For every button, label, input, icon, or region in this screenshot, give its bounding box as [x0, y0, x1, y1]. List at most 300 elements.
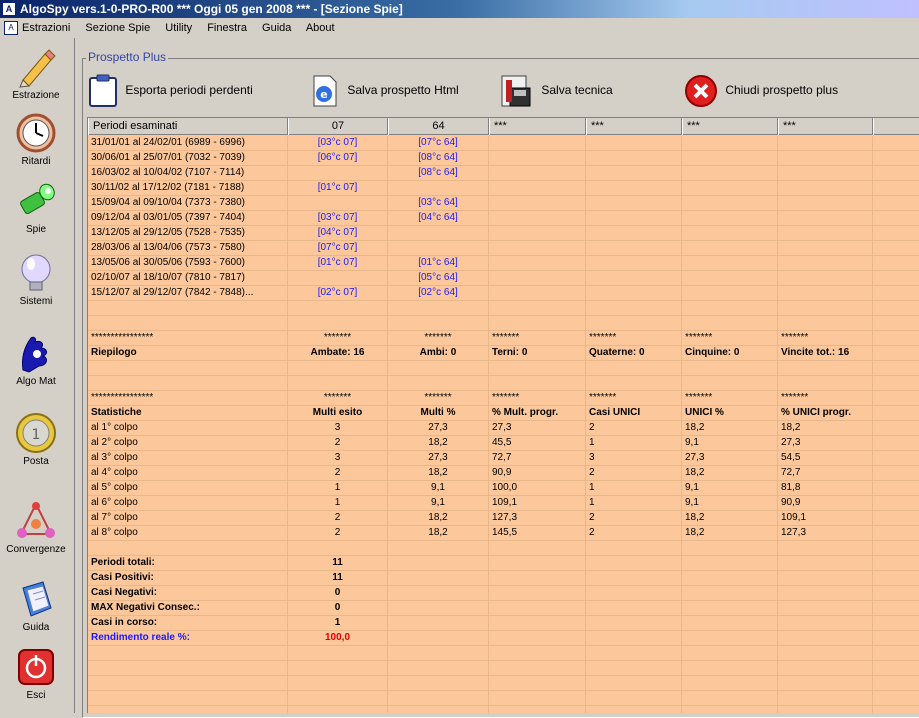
grid-cell: [489, 646, 586, 661]
grid-cell: [388, 316, 489, 331]
grid-cell: [778, 136, 873, 151]
grid-cell: [873, 691, 919, 706]
grid-cell: [388, 661, 489, 676]
grid-cell: *******: [682, 331, 778, 346]
grid-cell: [586, 166, 682, 181]
close-prospetto-button[interactable]: [684, 72, 838, 108]
grid-cell: 127,3: [778, 526, 873, 541]
table-row[interactable]: [88, 541, 919, 556]
table-row[interactable]: [88, 181, 919, 196]
grid-cell: Rendimento reale %:: [88, 631, 288, 646]
grid-cell: [489, 661, 586, 676]
grid-cell: [489, 271, 586, 286]
floppy-save-icon: [500, 74, 534, 108]
menu-guida[interactable]: Guida: [262, 22, 292, 34]
grid-cell: [778, 586, 873, 601]
grid-cell: [873, 376, 919, 391]
grid-cell: [586, 691, 682, 706]
table-row[interactable]: [88, 616, 919, 631]
table-row[interactable]: [88, 436, 919, 451]
grid-cell: [288, 646, 388, 661]
grid-cell: [682, 256, 778, 271]
grid-cell: [682, 691, 778, 706]
grid-cell: [873, 361, 919, 376]
grid-cell: 18,2: [778, 421, 873, 436]
table-row[interactable]: [88, 391, 919, 406]
grid-cell: 9,1: [682, 481, 778, 496]
grid-cell: [88, 316, 288, 331]
save-technique-button[interactable]: [500, 72, 613, 108]
grid-cell: [682, 211, 778, 226]
grid-cell: [88, 706, 288, 713]
grid-cell: [388, 376, 489, 391]
grid-cell: Statistiche: [88, 406, 288, 421]
grid-cell: [873, 301, 919, 316]
grid-cell: 9,1: [388, 496, 489, 511]
grid-cell: [88, 541, 288, 556]
grid-cell: al 7° colpo: [88, 511, 288, 526]
grid-cell: [873, 256, 919, 271]
table-row[interactable]: [88, 451, 919, 466]
grid-cell: al 4° colpo: [88, 466, 288, 481]
grid-cell: 27,3: [682, 451, 778, 466]
grid-cell: [873, 511, 919, 526]
sidebar-item-esci[interactable]: [0, 646, 72, 701]
grid-cell: Ambi: 0: [388, 346, 489, 361]
grid-cell: [88, 361, 288, 376]
table-row[interactable]: [88, 556, 919, 571]
grid-cell: [682, 241, 778, 256]
grid-cell: [873, 631, 919, 646]
grid-cell: [586, 151, 682, 166]
grid-cell: 1: [288, 481, 388, 496]
grid-cell: [88, 376, 288, 391]
grid-cell: [873, 151, 919, 166]
grid-cell: [873, 181, 919, 196]
table-row[interactable]: [88, 601, 919, 616]
sidebar-item-convergenze[interactable]: [0, 500, 72, 555]
grid-cell: *******: [489, 391, 586, 406]
mdi-child-icon[interactable]: A: [4, 21, 18, 35]
grid-cell: [873, 496, 919, 511]
col-header-5[interactable]: ***: [682, 118, 778, 135]
grid-cell: [873, 406, 919, 421]
grid-cell: 27,3: [778, 436, 873, 451]
grid-cell: [682, 601, 778, 616]
grid-cell: [778, 601, 873, 616]
grid-cell: [489, 676, 586, 691]
grid-cell: *******: [388, 391, 489, 406]
window-title: AlgoSpy vers.1-0-PRO-R00 *** Oggi 05 gen 2008 *** - [Sezione Spie]: [20, 2, 403, 16]
table-row[interactable]: [88, 571, 919, 586]
grid-cell: [388, 631, 489, 646]
grid-cell: 1: [288, 616, 388, 631]
grid-cell: [489, 601, 586, 616]
grid-cell: [489, 361, 586, 376]
grid-cell: [288, 691, 388, 706]
grid-cell: [873, 136, 919, 151]
grid-cell: [02°c 64]: [388, 286, 489, 301]
col-header-07[interactable]: 07: [288, 118, 388, 135]
grid-cell: [873, 586, 919, 601]
grid-cell: *******: [288, 391, 388, 406]
grid-cell: [489, 316, 586, 331]
table-row[interactable]: [88, 271, 919, 286]
grid-cell: [778, 151, 873, 166]
grid-cell: [388, 301, 489, 316]
col-header-6[interactable]: ***: [778, 118, 873, 135]
grid-cell: [778, 181, 873, 196]
sidebar-item-guida[interactable]: [0, 578, 72, 633]
grid-cell: 15/12/07 al 29/12/07 (7842 - 7848)...: [88, 286, 288, 301]
grid-cell: Multi esito: [288, 406, 388, 421]
grid-cell: [388, 361, 489, 376]
grid-cell: [586, 181, 682, 196]
grid-cell: [873, 211, 919, 226]
grid-cell: [586, 286, 682, 301]
grid-cell: 1: [288, 496, 388, 511]
grid-cell: [288, 271, 388, 286]
grid-cell: [873, 346, 919, 361]
grid-cell: [586, 571, 682, 586]
menu-bar: [0, 18, 919, 38]
grid-cell: [388, 616, 489, 631]
grid-cell: [04°c 64]: [388, 211, 489, 226]
table-row[interactable]: [88, 316, 919, 331]
grid-cell: [873, 241, 919, 256]
sidebar-label-spie: Spie: [25, 224, 46, 235]
grid-cell: [873, 676, 919, 691]
grid-cell: [586, 301, 682, 316]
table-row[interactable]: [88, 331, 919, 346]
clipboard-icon: [88, 74, 118, 108]
grid-cell: 2: [586, 421, 682, 436]
grid-cell: [04°c 07]: [288, 226, 388, 241]
grid-cell: [586, 661, 682, 676]
sidebar-label-ritardi: Ritardi: [21, 156, 51, 167]
sidebar: [0, 38, 75, 713]
grid-cell: [778, 616, 873, 631]
grid-cell: [873, 646, 919, 661]
grid-cell: [489, 256, 586, 271]
grid-cell: [388, 556, 489, 571]
grid-cell: [88, 661, 288, 676]
grid-cell: [05°c 64]: [388, 271, 489, 286]
grid-cell: [873, 601, 919, 616]
grid-cell: 9,1: [682, 496, 778, 511]
table-row[interactable]: [88, 421, 919, 436]
grid-cell: [388, 181, 489, 196]
grid-cell: [586, 556, 682, 571]
table-row[interactable]: [88, 706, 919, 713]
table-row[interactable]: [88, 631, 919, 646]
grid-cell: [682, 376, 778, 391]
grid-cell: [586, 601, 682, 616]
grid-cell: [489, 301, 586, 316]
grid-cell: 127,3: [489, 511, 586, 526]
sidebar-item-sistemi[interactable]: [0, 252, 72, 307]
grid-cell: 2: [586, 466, 682, 481]
grid-cell: [489, 556, 586, 571]
grid-cell: *******: [682, 391, 778, 406]
grid-cell: [489, 541, 586, 556]
sidebar-label-guida: Guida: [22, 622, 50, 633]
grid-cell: [586, 361, 682, 376]
grid-cell: [778, 661, 873, 676]
grid-cell: [682, 301, 778, 316]
grid-cell: [873, 391, 919, 406]
app-icon: A: [2, 2, 16, 16]
grid-cell: [873, 316, 919, 331]
grid-cell: [778, 571, 873, 586]
grid-cell: [682, 226, 778, 241]
col-header-periods[interactable]: Periodi esaminati: [88, 118, 288, 135]
table-row[interactable]: [88, 376, 919, 391]
sidebar-item-estrazione[interactable]: [0, 46, 72, 101]
grid-cell: MAX Negativi Consec.:: [88, 601, 288, 616]
grid-cell: [03°c 07]: [288, 211, 388, 226]
grid-cell: 18,2: [388, 466, 489, 481]
grid-cell: [288, 166, 388, 181]
grid-cell: 30/06/01 al 25/07/01 (7032 - 7039): [88, 151, 288, 166]
grid-cell: [778, 211, 873, 226]
grid-cell: [873, 286, 919, 301]
export-losing-periods-button[interactable]: [88, 72, 253, 108]
grid-cell: 109,1: [489, 496, 586, 511]
grid-cell: al 8° colpo: [88, 526, 288, 541]
grid-cell: [873, 616, 919, 631]
grid-cell: [778, 301, 873, 316]
grid-cell: [288, 541, 388, 556]
col-header-64[interactable]: 64: [388, 118, 489, 135]
table-row[interactable]: [88, 406, 919, 421]
sidebar-label-estrazione: Estrazione: [12, 90, 60, 101]
grid-cell: 18,2: [388, 526, 489, 541]
table-row[interactable]: [88, 136, 919, 151]
grid-cell: [778, 241, 873, 256]
grid-cell: [682, 196, 778, 211]
grid-cell: al 5° colpo: [88, 481, 288, 496]
table-row[interactable]: [88, 151, 919, 166]
menu-about[interactable]: About: [305, 22, 335, 34]
power-icon: [15, 646, 57, 688]
table-row[interactable]: [88, 661, 919, 676]
grid-cell: [01°c 07]: [288, 181, 388, 196]
grid-cell: [489, 691, 586, 706]
grid-cell: 27,3: [489, 421, 586, 436]
grid-cell: Vincite tot.: 16: [778, 346, 873, 361]
close-icon: [684, 74, 718, 108]
col-header-4[interactable]: ***: [586, 118, 682, 135]
grid-cell: [682, 616, 778, 631]
grid-cell: [873, 571, 919, 586]
grid-cell: 1: [586, 481, 682, 496]
col-header-3[interactable]: ***: [489, 118, 586, 135]
grid-cell: [388, 586, 489, 601]
grid-cell: *******: [388, 331, 489, 346]
sidebar-item-spie[interactable]: [0, 180, 72, 235]
sidebar-label-posta: Posta: [23, 456, 49, 467]
table-row[interactable]: [88, 691, 919, 706]
table-row[interactable]: [88, 241, 919, 256]
grid-cell: [388, 601, 489, 616]
grid-cell: % UNICI progr.: [778, 406, 873, 421]
grid-cell: [586, 211, 682, 226]
grid-cell: [388, 571, 489, 586]
grid-cell: ****************: [88, 391, 288, 406]
table-row[interactable]: [88, 526, 919, 541]
grid-cell: [778, 316, 873, 331]
grid-cell: Cinquine: 0: [682, 346, 778, 361]
grid-cell: [873, 421, 919, 436]
grid-cell: 09/12/04 al 03/01/05 (7397 - 7404): [88, 211, 288, 226]
grid-cell: [682, 361, 778, 376]
grid-cell: [586, 226, 682, 241]
grid-cell: [586, 136, 682, 151]
grid-cell: [778, 376, 873, 391]
grid-cell: 27,3: [388, 451, 489, 466]
grid-cell: 18,2: [388, 511, 489, 526]
grid-cell: [586, 271, 682, 286]
grid-cell: *******: [489, 331, 586, 346]
grid-cell: 145,5: [489, 526, 586, 541]
grid-cell: 27,3: [388, 421, 489, 436]
sidebar-item-ritardi[interactable]: [0, 112, 72, 167]
table-row[interactable]: [88, 211, 919, 226]
grid-cell: [682, 586, 778, 601]
sidebar-item-posta[interactable]: [0, 412, 72, 467]
grid-cell: Riepilogo: [88, 346, 288, 361]
table-row[interactable]: [88, 466, 919, 481]
grid-cell: [489, 136, 586, 151]
grid-cell: [873, 541, 919, 556]
grid-cell: [778, 226, 873, 241]
table-row[interactable]: [88, 676, 919, 691]
table-row[interactable]: [88, 586, 919, 601]
grid-cell: [88, 676, 288, 691]
menu-utility[interactable]: Utility: [165, 22, 193, 34]
grid-cell: [873, 196, 919, 211]
table-row[interactable]: [88, 346, 919, 361]
grid-cell: [01°c 07]: [288, 256, 388, 271]
table-row[interactable]: [88, 286, 919, 301]
table-row[interactable]: [88, 166, 919, 181]
convergence-icon: [15, 500, 57, 542]
grid-cell: [682, 631, 778, 646]
ie-document-icon: [310, 74, 340, 108]
grid-cell: [586, 376, 682, 391]
lottery-hand-icon: [15, 332, 57, 374]
grid-cell: [873, 331, 919, 346]
menu-finestra[interactable]: Finestra: [207, 22, 247, 34]
grid-cell: [682, 316, 778, 331]
menu-sezione-spie[interactable]: Sezione Spie: [85, 22, 151, 34]
grid-cell: [489, 631, 586, 646]
grid-cell: 02/10/07 al 18/10/07 (7810 - 7817): [88, 271, 288, 286]
grid-cell: [586, 646, 682, 661]
grid-cell: [682, 541, 778, 556]
grid-cell: [489, 376, 586, 391]
grid-cell: [388, 706, 489, 713]
grid-cell: 11: [288, 571, 388, 586]
table-row[interactable]: [88, 226, 919, 241]
grid-cell: [778, 286, 873, 301]
grid-cell: 11: [288, 556, 388, 571]
results-grid[interactable]: [87, 117, 919, 713]
grid-cell: [489, 616, 586, 631]
save-technique-label: Salva tecnica: [541, 83, 613, 97]
grid-cell: [03°c 07]: [288, 136, 388, 151]
grid-cell: [778, 196, 873, 211]
table-row[interactable]: [88, 256, 919, 271]
table-row[interactable]: [88, 301, 919, 316]
grid-cell: 1: [586, 436, 682, 451]
grid-cell: [873, 706, 919, 713]
grid-cell: al 3° colpo: [88, 451, 288, 466]
grid-cell: [682, 556, 778, 571]
grid-cell: *******: [288, 331, 388, 346]
save-html-button[interactable]: [310, 72, 459, 108]
sidebar-label-sistemi: Sistemi: [19, 296, 53, 307]
grid-cell: 18,2: [682, 421, 778, 436]
table-row[interactable]: [88, 646, 919, 661]
grid-cell: 2: [288, 526, 388, 541]
grid-cell: 18,2: [682, 511, 778, 526]
grid-cell: 100,0: [288, 631, 388, 646]
grid-cell: 0: [288, 601, 388, 616]
grid-cell: [682, 181, 778, 196]
table-row[interactable]: [88, 511, 919, 526]
grid-cell: [873, 436, 919, 451]
grid-cell: [778, 361, 873, 376]
grid-cell: [489, 226, 586, 241]
grid-cell: 90,9: [778, 496, 873, 511]
svg-text:1: 1: [31, 427, 41, 443]
grid-cell: al 6° colpo: [88, 496, 288, 511]
sidebar-item-algo-mat[interactable]: [0, 332, 72, 387]
table-row[interactable]: [88, 496, 919, 511]
table-row[interactable]: [88, 361, 919, 376]
table-row[interactable]: [88, 196, 919, 211]
grid-cell: [586, 676, 682, 691]
grid-cell: [288, 316, 388, 331]
flashlight-icon: [15, 180, 57, 222]
grid-cell: [682, 166, 778, 181]
table-row[interactable]: [88, 481, 919, 496]
grid-cell: 100,0: [489, 481, 586, 496]
grid-cell: [02°c 07]: [288, 286, 388, 301]
svg-text:e: e: [320, 87, 328, 101]
grid-cell: 2: [288, 466, 388, 481]
grid-cell: [07°c 64]: [388, 136, 489, 151]
grid-cell: [08°c 64]: [388, 166, 489, 181]
grid-cell: [873, 481, 919, 496]
grid-cell: [873, 556, 919, 571]
grid-cell: 13/05/06 al 30/05/06 (7593 - 7600): [88, 256, 288, 271]
grid-cell: 28/03/06 al 13/04/06 (7573 - 7580): [88, 241, 288, 256]
grid-cell: [778, 271, 873, 286]
grid-cell: [873, 661, 919, 676]
grid-cell: 3: [586, 451, 682, 466]
grid-cell: 81,8: [778, 481, 873, 496]
window-titlebar: [0, 0, 919, 18]
grid-cell: [682, 661, 778, 676]
grid-cell: [08°c 64]: [388, 151, 489, 166]
grid-cell: [778, 691, 873, 706]
grid-cell: Ambate: 16: [288, 346, 388, 361]
grid-cell: *******: [778, 331, 873, 346]
menu-estrazioni[interactable]: Estrazioni: [22, 22, 71, 34]
